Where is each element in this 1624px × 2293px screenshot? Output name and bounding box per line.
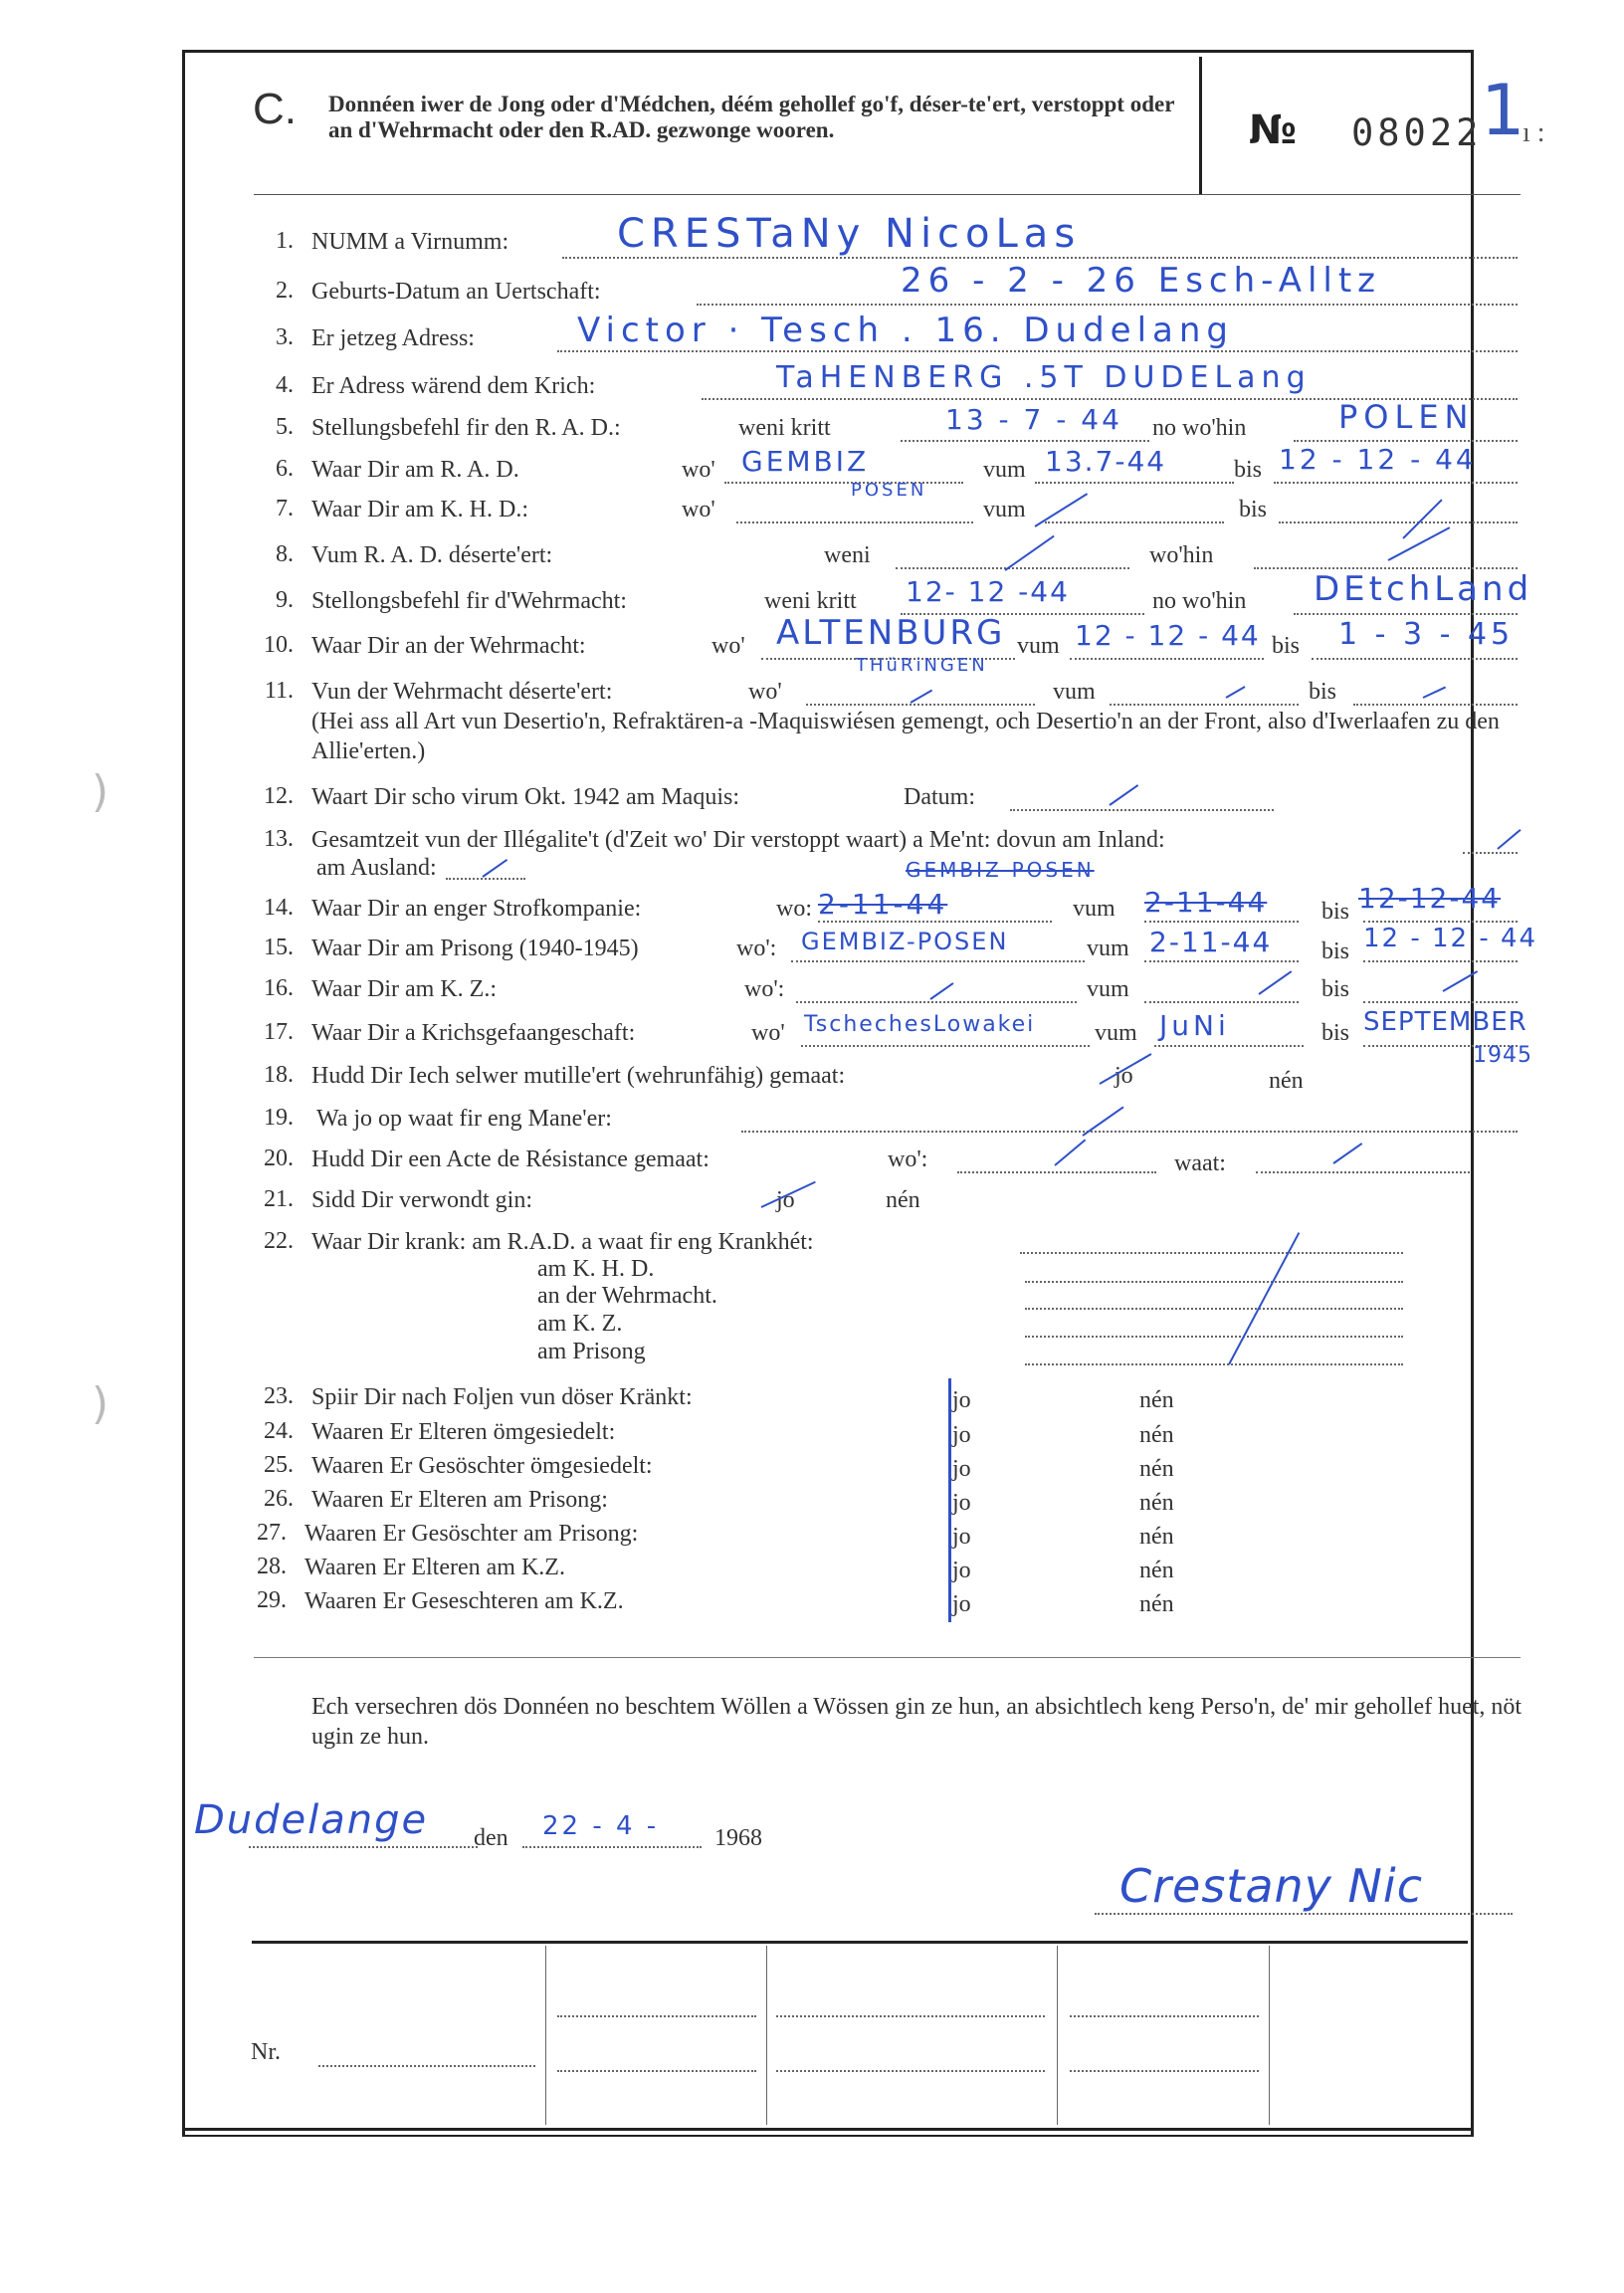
section-divider xyxy=(254,1657,1521,1658)
handwritten-birth[interactable]: 26 - 2 - 26 Esch-Alltz xyxy=(901,261,1382,301)
section-letter: C. xyxy=(253,85,297,133)
table-fill-line xyxy=(776,2015,1045,2017)
field-number: 22. xyxy=(264,1228,294,1254)
label-wohin: wo'hin xyxy=(1149,542,1214,568)
label-weni: weni xyxy=(824,542,871,568)
field-number: 23. xyxy=(264,1383,294,1409)
option-jo[interactable]: jo xyxy=(1115,1063,1133,1089)
handwritten-strafkompanie-place[interactable]: 2-11-44 xyxy=(818,888,948,921)
field-number: 13. xyxy=(264,826,294,852)
fill-line xyxy=(791,960,1085,962)
field-number: 20. xyxy=(264,1146,294,1171)
fill-line xyxy=(1279,521,1518,523)
punch-hole-mark: ) xyxy=(92,766,109,817)
field-number: 10. xyxy=(264,632,294,658)
table-fill-line xyxy=(776,2070,1045,2072)
label-wo: wo': xyxy=(888,1146,928,1172)
label-vum: vum xyxy=(1095,1020,1137,1046)
handwritten-strafkompanie-place-sub[interactable]: GEMBIZ-POSEN xyxy=(906,858,1095,882)
number-sign: № xyxy=(1249,107,1298,153)
sick-sub-khd: am K. H. D. xyxy=(537,1256,655,1282)
label-bis: bis xyxy=(1321,899,1350,925)
field-label-siblings-kz: Waaren Er Geseschteren am K.Z. xyxy=(304,1588,624,1614)
sick-sub-wehrmacht: an der Wehrmacht. xyxy=(537,1283,717,1309)
label-bis: bis xyxy=(1239,497,1268,522)
table-fill-line xyxy=(557,2070,756,2072)
section-title: Donnéen iwer de Jong oder d'Médchen, déém gehollef go'f, déser-te'ert, verstoppt oder an d'Wehrmacht oder den R.AD. gezwonge wooren. xyxy=(328,92,1175,142)
field-number: 8. xyxy=(276,541,294,567)
field-number: 25. xyxy=(264,1452,294,1478)
label-no-wohin: no wo'hin xyxy=(1152,588,1247,614)
label-wo: wo' xyxy=(748,679,782,705)
handwritten-rad-to[interactable]: 12 - 12 - 44 xyxy=(1279,443,1477,476)
fill-line xyxy=(796,1001,1077,1003)
fill-line xyxy=(736,521,973,523)
fill-line xyxy=(1256,1171,1470,1173)
signature-line xyxy=(1095,1913,1513,1915)
field-label-pow: Waar Dir a Krichsgefaangeschaft: xyxy=(311,1020,636,1046)
fill-line xyxy=(801,1045,1090,1047)
fill-line xyxy=(1363,921,1518,923)
field-label-strafkompanie: Waar Dir an enger Strofkompanie: xyxy=(311,896,642,922)
field-number: 24. xyxy=(264,1418,294,1444)
option-nen[interactable]: nén xyxy=(1139,1558,1174,1583)
handwritten-rad-destination[interactable]: POLEN xyxy=(1338,398,1475,436)
dash-stroke xyxy=(1497,829,1521,850)
fill-line xyxy=(249,1846,478,1848)
handwritten-wehrmacht-destination[interactable]: DEtchLand xyxy=(1314,569,1533,609)
form-number-handwritten: 1 xyxy=(1481,70,1525,151)
label-waat: waat: xyxy=(1174,1150,1226,1176)
form-number: 08022 xyxy=(1351,111,1483,154)
field-label-parents-resettled: Waaren Er Elteren ömgesiedelt: xyxy=(311,1419,616,1445)
field-number: 5. xyxy=(276,414,294,440)
fill-line xyxy=(741,1131,1518,1133)
option-jo[interactable]: jo xyxy=(952,1387,971,1413)
fill-line xyxy=(1025,1281,1403,1283)
note-desertion: (Hei ass all Art vun Desertio'n, Refraktären-a -Maquiswiésen gemengt, och Desertio'n an der Front, also d'Iwerlaafen zu den Allie'erten.) xyxy=(311,709,1500,764)
handwritten-pow-to[interactable]: SEPTEMBER xyxy=(1363,1007,1527,1037)
field-label-khd: Waar Dir am K. H. D.: xyxy=(311,497,529,522)
table-divider xyxy=(1057,1946,1058,2125)
label-bis: bis xyxy=(1309,679,1337,705)
handwritten-wehrmacht-order-date[interactable]: 12- 12 -44 xyxy=(906,575,1070,608)
fill-line xyxy=(1025,1336,1403,1338)
field-number: 1. xyxy=(276,228,294,254)
label-wo: wo' xyxy=(751,1020,785,1046)
fill-line xyxy=(818,921,1052,923)
field-number: 28. xyxy=(257,1554,287,1579)
footer-nr-label: Nr. xyxy=(251,2039,281,2065)
table-fill-line xyxy=(1070,2015,1259,2017)
declaration-year: 1968 xyxy=(714,1825,762,1851)
field-label-parents-kz: Waaren Er Elteren am K.Z. xyxy=(304,1555,565,1580)
jo-strike-line xyxy=(948,1378,951,1622)
label-weni-kritt: weni kritt xyxy=(738,415,831,441)
handwritten-signature[interactable]: Crestany Nic xyxy=(1119,1859,1424,1913)
sick-sub-prisong: am Prisong xyxy=(537,1339,646,1364)
field-number: 2. xyxy=(276,278,294,304)
field-number: 7. xyxy=(276,496,294,521)
fill-line xyxy=(1363,1001,1518,1003)
field-label-siblings-prison: Waaren Er Gesöschter am Prisong: xyxy=(304,1521,639,1547)
fill-line xyxy=(1035,482,1234,484)
fill-line xyxy=(1294,440,1518,442)
fill-line xyxy=(557,350,1518,352)
field-label-resistance: Hudd Dir een Acte de Résistance gemaat: xyxy=(311,1146,710,1172)
label-vum: vum xyxy=(983,457,1026,483)
field-label-wehrmacht-desert: Vun der Wehrmacht déserte'ert: xyxy=(311,679,613,705)
field-label-mutilated: Hudd Dir Iech selwer mutille'ert (wehrunfähig) gemaat: xyxy=(311,1063,846,1089)
handwritten-prisong-place[interactable]: GEMBIZ-POSEN xyxy=(801,928,1009,955)
fill-line xyxy=(806,704,1035,706)
field-number: 11. xyxy=(264,678,294,704)
field-number: 3. xyxy=(276,324,294,350)
fill-line xyxy=(1025,1363,1403,1365)
fill-line xyxy=(1154,1045,1304,1047)
option-nen[interactable]: nén xyxy=(1139,1490,1174,1516)
field-number: 12. xyxy=(264,783,294,809)
field-label-consequences: Spiir Dir nach Foljen vun döser Kränkt: xyxy=(311,1384,693,1410)
handwritten-rad-place-sub[interactable]: POSEN xyxy=(851,480,927,501)
label-bis: bis xyxy=(1321,1020,1350,1046)
handwritten-rad-from[interactable]: 13.7-44 xyxy=(1045,445,1167,478)
handwritten-war-address[interactable]: TaHENBERG .5T DUDELang xyxy=(776,360,1312,395)
label-datum: Datum: xyxy=(904,784,975,810)
fill-line xyxy=(1144,1001,1299,1003)
option-nen[interactable]: nén xyxy=(1139,1456,1174,1482)
field-label-manner: Wa jo op waat fir eng Mane'er: xyxy=(316,1106,612,1132)
handwritten-prisong-from[interactable]: 2-11-44 xyxy=(1149,926,1273,958)
field-number: 15. xyxy=(264,935,294,960)
option-jo[interactable]: jo xyxy=(952,1456,971,1482)
handwritten-name[interactable]: CRESTaNy NicoLas xyxy=(617,211,1082,257)
field-number: 27. xyxy=(257,1520,287,1546)
option-jo[interactable]: jo xyxy=(952,1422,971,1448)
fill-line xyxy=(724,482,963,484)
option-nen[interactable]: nén xyxy=(1139,1524,1174,1550)
handwritten-pow-place[interactable]: TschechesLowakei xyxy=(804,1012,1036,1037)
field-label-wehrmacht-order: Stellongsbefehl fir d'Wehrmacht: xyxy=(311,588,627,614)
label-vum: vum xyxy=(1087,976,1129,1002)
option-nen[interactable]: nén xyxy=(886,1187,920,1213)
field-label-rad-order: Stellungsbefehl fir den R. A. D.: xyxy=(311,415,621,441)
handwritten-pow-to-year[interactable]: 1945 xyxy=(1473,1043,1532,1068)
option-jo[interactable]: jo xyxy=(952,1524,971,1550)
handwritten-rad-place[interactable]: GEMBIZ xyxy=(741,445,870,478)
option-nen[interactable]: nén xyxy=(1139,1591,1174,1617)
field-number: 18. xyxy=(264,1062,294,1088)
label-vum: vum xyxy=(1087,936,1129,961)
field-label-address: Er jetzeg Adress: xyxy=(311,325,475,351)
option-nen[interactable]: nén xyxy=(1139,1422,1174,1448)
field-label-birth: Geburts-Datum an Uertschaft: xyxy=(311,279,601,305)
option-jo[interactable]: jo xyxy=(952,1558,971,1583)
label-bis: bis xyxy=(1321,976,1350,1002)
option-nen[interactable]: nén xyxy=(1139,1387,1174,1413)
fill-line xyxy=(901,440,1149,442)
field-label-name: NUMM a Virnumm: xyxy=(311,229,509,255)
handwritten-wehrmacht-place-sub[interactable]: THüRiNGEN xyxy=(856,655,988,676)
sick-sub-kz: am K. Z. xyxy=(537,1311,623,1337)
fill-line xyxy=(1020,1252,1403,1254)
fill-line xyxy=(1045,521,1224,523)
field-label-wehrmacht: Waar Dir an der Wehrmacht: xyxy=(311,633,586,659)
field-label-sick: Waar Dir krank: am R.A.D. a waat fir eng Krankhét: xyxy=(311,1229,814,1255)
option-nen[interactable]: nén xyxy=(1269,1068,1304,1094)
handwritten-address[interactable]: Victor · Tesch . 16. Dudelang xyxy=(577,311,1234,350)
label-weni-kritt: weni kritt xyxy=(764,588,857,614)
handwritten-wehrmacht-place[interactable]: ALTENBURG xyxy=(776,613,1006,653)
fill-line xyxy=(1025,1308,1403,1310)
fill-line xyxy=(1070,658,1264,660)
form-frame-bottom-inner xyxy=(182,2135,1474,2137)
fill-line xyxy=(697,304,1518,306)
handwritten-rad-order-date[interactable]: 13 - 7 - 44 xyxy=(945,403,1122,436)
office-table xyxy=(252,1941,1468,2131)
handwritten-date[interactable]: 22 - 4 - xyxy=(542,1811,660,1841)
field-label-maquis: Waart Dir scho virum Okt. 1942 am Maquis: xyxy=(311,784,739,810)
field-label-war-address: Er Adress wärend dem Krich: xyxy=(311,373,596,399)
table-divider xyxy=(766,1946,767,2125)
label-wo: wo': xyxy=(736,936,777,961)
fill-line xyxy=(1144,960,1299,962)
option-jo[interactable]: jo xyxy=(952,1591,971,1617)
fill-line xyxy=(1010,809,1274,811)
field-label-prisong: Waar Dir am Prisong (1940-1945) xyxy=(311,936,639,961)
handwritten-wehrmacht-to[interactable]: 1 - 3 - 45 xyxy=(1338,617,1515,652)
field-number: 29. xyxy=(257,1587,287,1613)
field-number: 4. xyxy=(276,372,294,398)
field-number: 21. xyxy=(264,1186,294,1212)
field-label-kz: Waar Dir am K. Z.: xyxy=(311,976,497,1002)
field-label-siblings-resettled: Waaren Er Gesöschter ömgesiedelt: xyxy=(311,1453,653,1479)
field-label-rad-desert: Vum R. A. D. déserte'ert: xyxy=(311,542,553,568)
field-number: 14. xyxy=(264,895,294,921)
handwritten-place[interactable]: Dudelange xyxy=(194,1797,429,1843)
punch-hole-mark: ) xyxy=(92,1378,109,1429)
handwritten-pow-from[interactable]: JuNi xyxy=(1159,1009,1230,1042)
header-underline xyxy=(254,194,1521,195)
field-label-illegality: Gesamtzeit vun der Illégalite't (d'Zeit wo' Dir verstoppt waart) a Me'nt: dovun am Inland: xyxy=(311,827,1165,853)
field-number: 19. xyxy=(264,1105,294,1131)
label-wo: wo: xyxy=(776,896,812,922)
handwritten-wehrmacht-from[interactable]: 12 - 12 - 44 xyxy=(1075,619,1261,652)
fill-line xyxy=(1463,852,1518,854)
label-vum: vum xyxy=(1017,633,1060,659)
fill-line xyxy=(1294,613,1518,615)
label-bis: bis xyxy=(1321,938,1350,964)
field-number: 6. xyxy=(276,456,294,482)
label-wo: wo' xyxy=(682,457,715,483)
label-wo: wo' xyxy=(682,497,715,522)
form-number-suffix: ı : xyxy=(1522,117,1545,148)
label-bis: bis xyxy=(1272,633,1301,659)
fill-line xyxy=(1353,704,1518,706)
label-no-wohin: no wo'hin xyxy=(1152,415,1247,441)
fill-line xyxy=(1144,921,1299,923)
option-jo[interactable]: jo xyxy=(952,1490,971,1516)
table-fill-line xyxy=(557,2015,756,2017)
label-bis: bis xyxy=(1234,457,1263,483)
field-label-rad: Waar Dir am R. A. D. xyxy=(311,457,519,483)
option-jo[interactable]: jo xyxy=(776,1187,795,1213)
label-ausland: am Ausland: xyxy=(316,855,437,881)
field-label-wounded: Sidd Dir verwondt gin: xyxy=(311,1187,532,1213)
field-number: 26. xyxy=(264,1486,294,1512)
label-wo: wo' xyxy=(711,633,745,659)
fill-line xyxy=(1363,960,1518,962)
handwritten-prisong-to[interactable]: 12 - 12 - 44 xyxy=(1363,924,1538,953)
fill-line xyxy=(1110,704,1299,706)
fill-line xyxy=(1274,482,1518,484)
footer-nr-line[interactable] xyxy=(318,2065,535,2067)
label-vum: vum xyxy=(1073,896,1116,922)
label-den: den xyxy=(474,1825,508,1851)
fill-line xyxy=(522,1846,702,1848)
fill-line xyxy=(446,878,525,880)
field-number: 17. xyxy=(264,1019,294,1045)
handwritten-strafkompanie-to[interactable]: 12-12-44 xyxy=(1358,882,1502,915)
table-fill-line xyxy=(1070,2070,1259,2072)
table-divider xyxy=(545,1946,546,2125)
label-wo: wo': xyxy=(744,976,785,1002)
label-vum: vum xyxy=(983,497,1026,522)
fill-line xyxy=(562,257,1518,259)
label-vum: vum xyxy=(1053,679,1096,705)
field-label-parents-prison: Waaren Er Elteren am Prisong: xyxy=(311,1487,608,1513)
declaration-text: Ech versechren dös Donnéen no beschtem Wöllen a Wössen gin ze hun, an absichtlech keng Perso'n, de' mir gehollef huet, nöt ugin ze hun. xyxy=(311,1694,1522,1750)
fill-line xyxy=(957,1171,1156,1173)
fill-line xyxy=(1312,658,1518,660)
field-number: 9. xyxy=(276,587,294,613)
header-divider xyxy=(1199,57,1202,194)
table-divider xyxy=(1269,1946,1270,2125)
fill-line xyxy=(896,567,1129,569)
handwritten-strafkompanie-from[interactable]: 2-11-44 xyxy=(1144,886,1268,919)
field-number: 16. xyxy=(264,975,294,1001)
